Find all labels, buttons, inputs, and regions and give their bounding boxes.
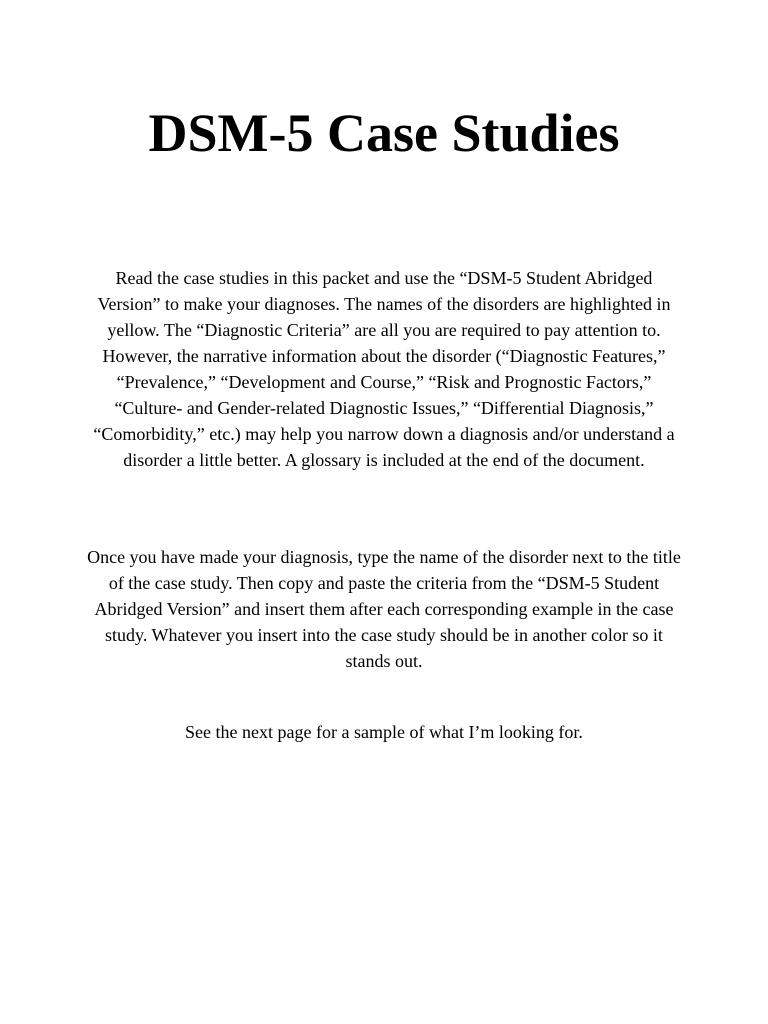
page-title: DSM-5 Case Studies	[148, 103, 620, 163]
instructions-paragraph-3: See the next page for a sample of what I’m looking for.	[185, 722, 583, 742]
instructions-paragraph-1: Read the case studies in this packet and use the “DSM-5 Student Abridged Version” to make your diagnoses. The names of the disorders are highlighted in yellow. The “Diagnostic Criteria” are all you are required to pay attention to. However, the narrative information about the disorder (“Diagnostic Features,” “Prevalence,” “Development and Course,” “Risk and Prognostic Factors,” “Culture- and Gender-related Diagnostic Issues,” “Differential Diagnosis,” “Comorbidity,” etc.) may help you narrow down a diagnosis and/or understand a disorder a little better. A glossary is included at the end of the document.	[93, 268, 675, 470]
instructions-paragraph-2: Once you have made your diagnosis, type the name of the disorder next to the title of the case study. Then copy and paste the criteria from the “DSM-5 Student Abridged Version” and insert them after each corresponding example in the case study. Whatever you insert into the case study should be in another color so it stands out.	[87, 547, 681, 671]
